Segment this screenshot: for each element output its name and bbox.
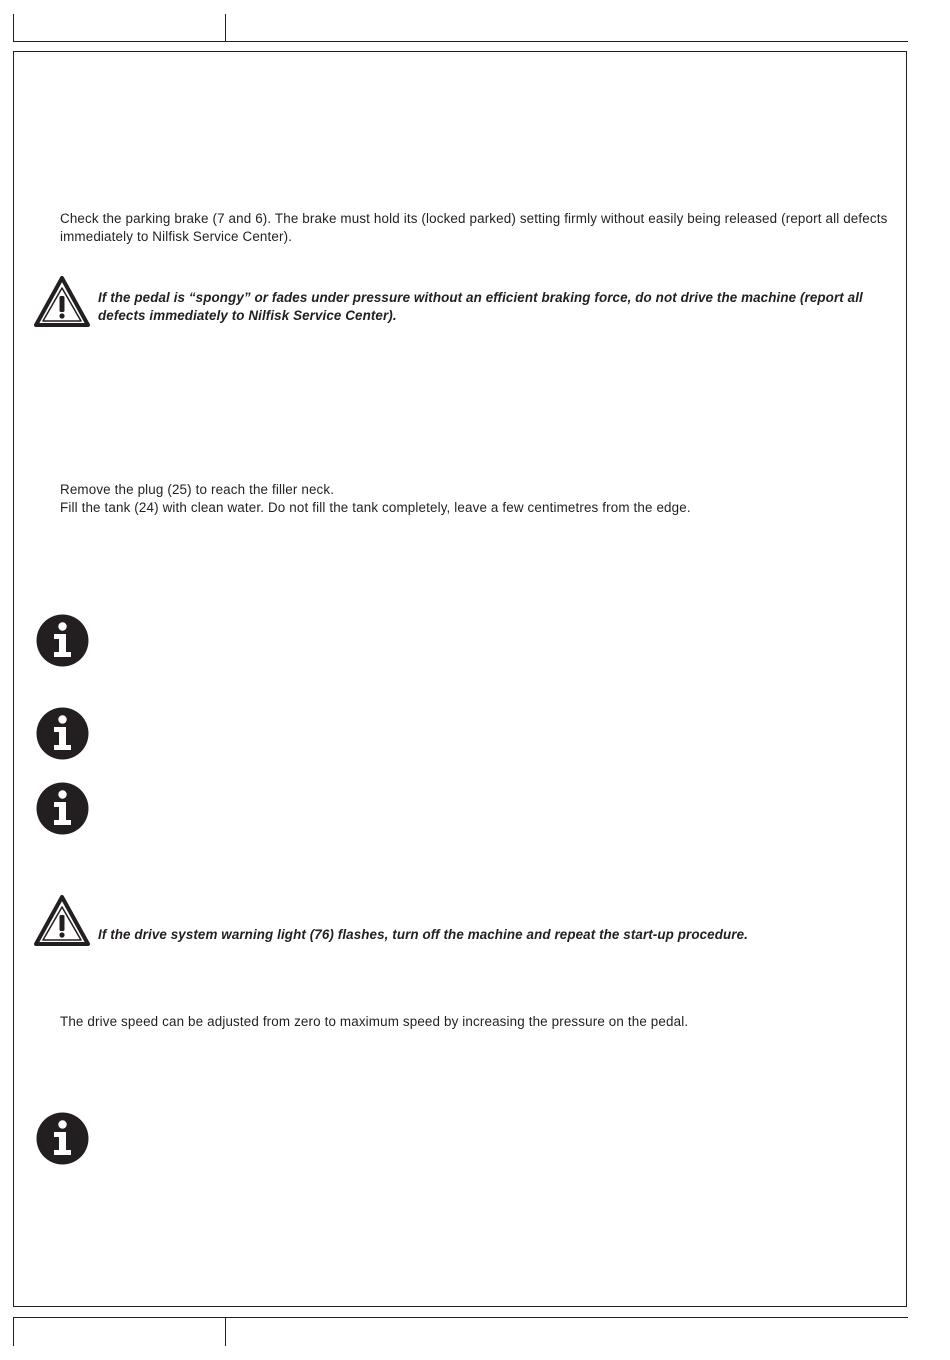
drive-speed-note: The drive speed can be adjusted from zero to maximum speed by increasing the pressure on the pedal. bbox=[60, 1014, 689, 1029]
parking-brake-check-text: Check the parking brake (7 and 6). The brake must hold its (locked parked) setting firmly without easily being released (report all defects immediately to Nilfisk Service Center). bbox=[60, 211, 888, 244]
drive-warning-text: If the drive system warning light (76) flashes, turn off the machine and repeat the start-up procedure. bbox=[98, 927, 748, 942]
footer-rule-divider bbox=[225, 1317, 226, 1346]
header-rule-divider bbox=[225, 14, 226, 42]
warning-triangle-icon bbox=[33, 274, 91, 328]
fill-tank-step: Fill the tank (24) with clean water. Do not fill the tank completely, leave a few centimetres from the edge. bbox=[60, 499, 691, 515]
tank-fill-steps bbox=[60, 481, 895, 516]
filler-neck-step: Remove the plug (25) to reach the filler neck. bbox=[60, 482, 335, 497]
info-icon bbox=[36, 782, 89, 835]
info-icon bbox=[36, 1112, 89, 1165]
info-icon bbox=[36, 614, 89, 667]
brake-warning-text: If the pedal is “spongy” or fades under pressure without an efficient braking force, do not drive the machine (report all defects immediately to Nilfisk Service Center). bbox=[98, 290, 863, 323]
footer-rule-left-vertical bbox=[13, 1317, 14, 1346]
info-icon bbox=[36, 707, 89, 760]
footer-rule-horizontal bbox=[13, 1317, 908, 1318]
warning-triangle-icon bbox=[33, 893, 91, 947]
header-rule-left-vertical bbox=[13, 14, 14, 42]
header-rule-horizontal bbox=[13, 41, 908, 42]
